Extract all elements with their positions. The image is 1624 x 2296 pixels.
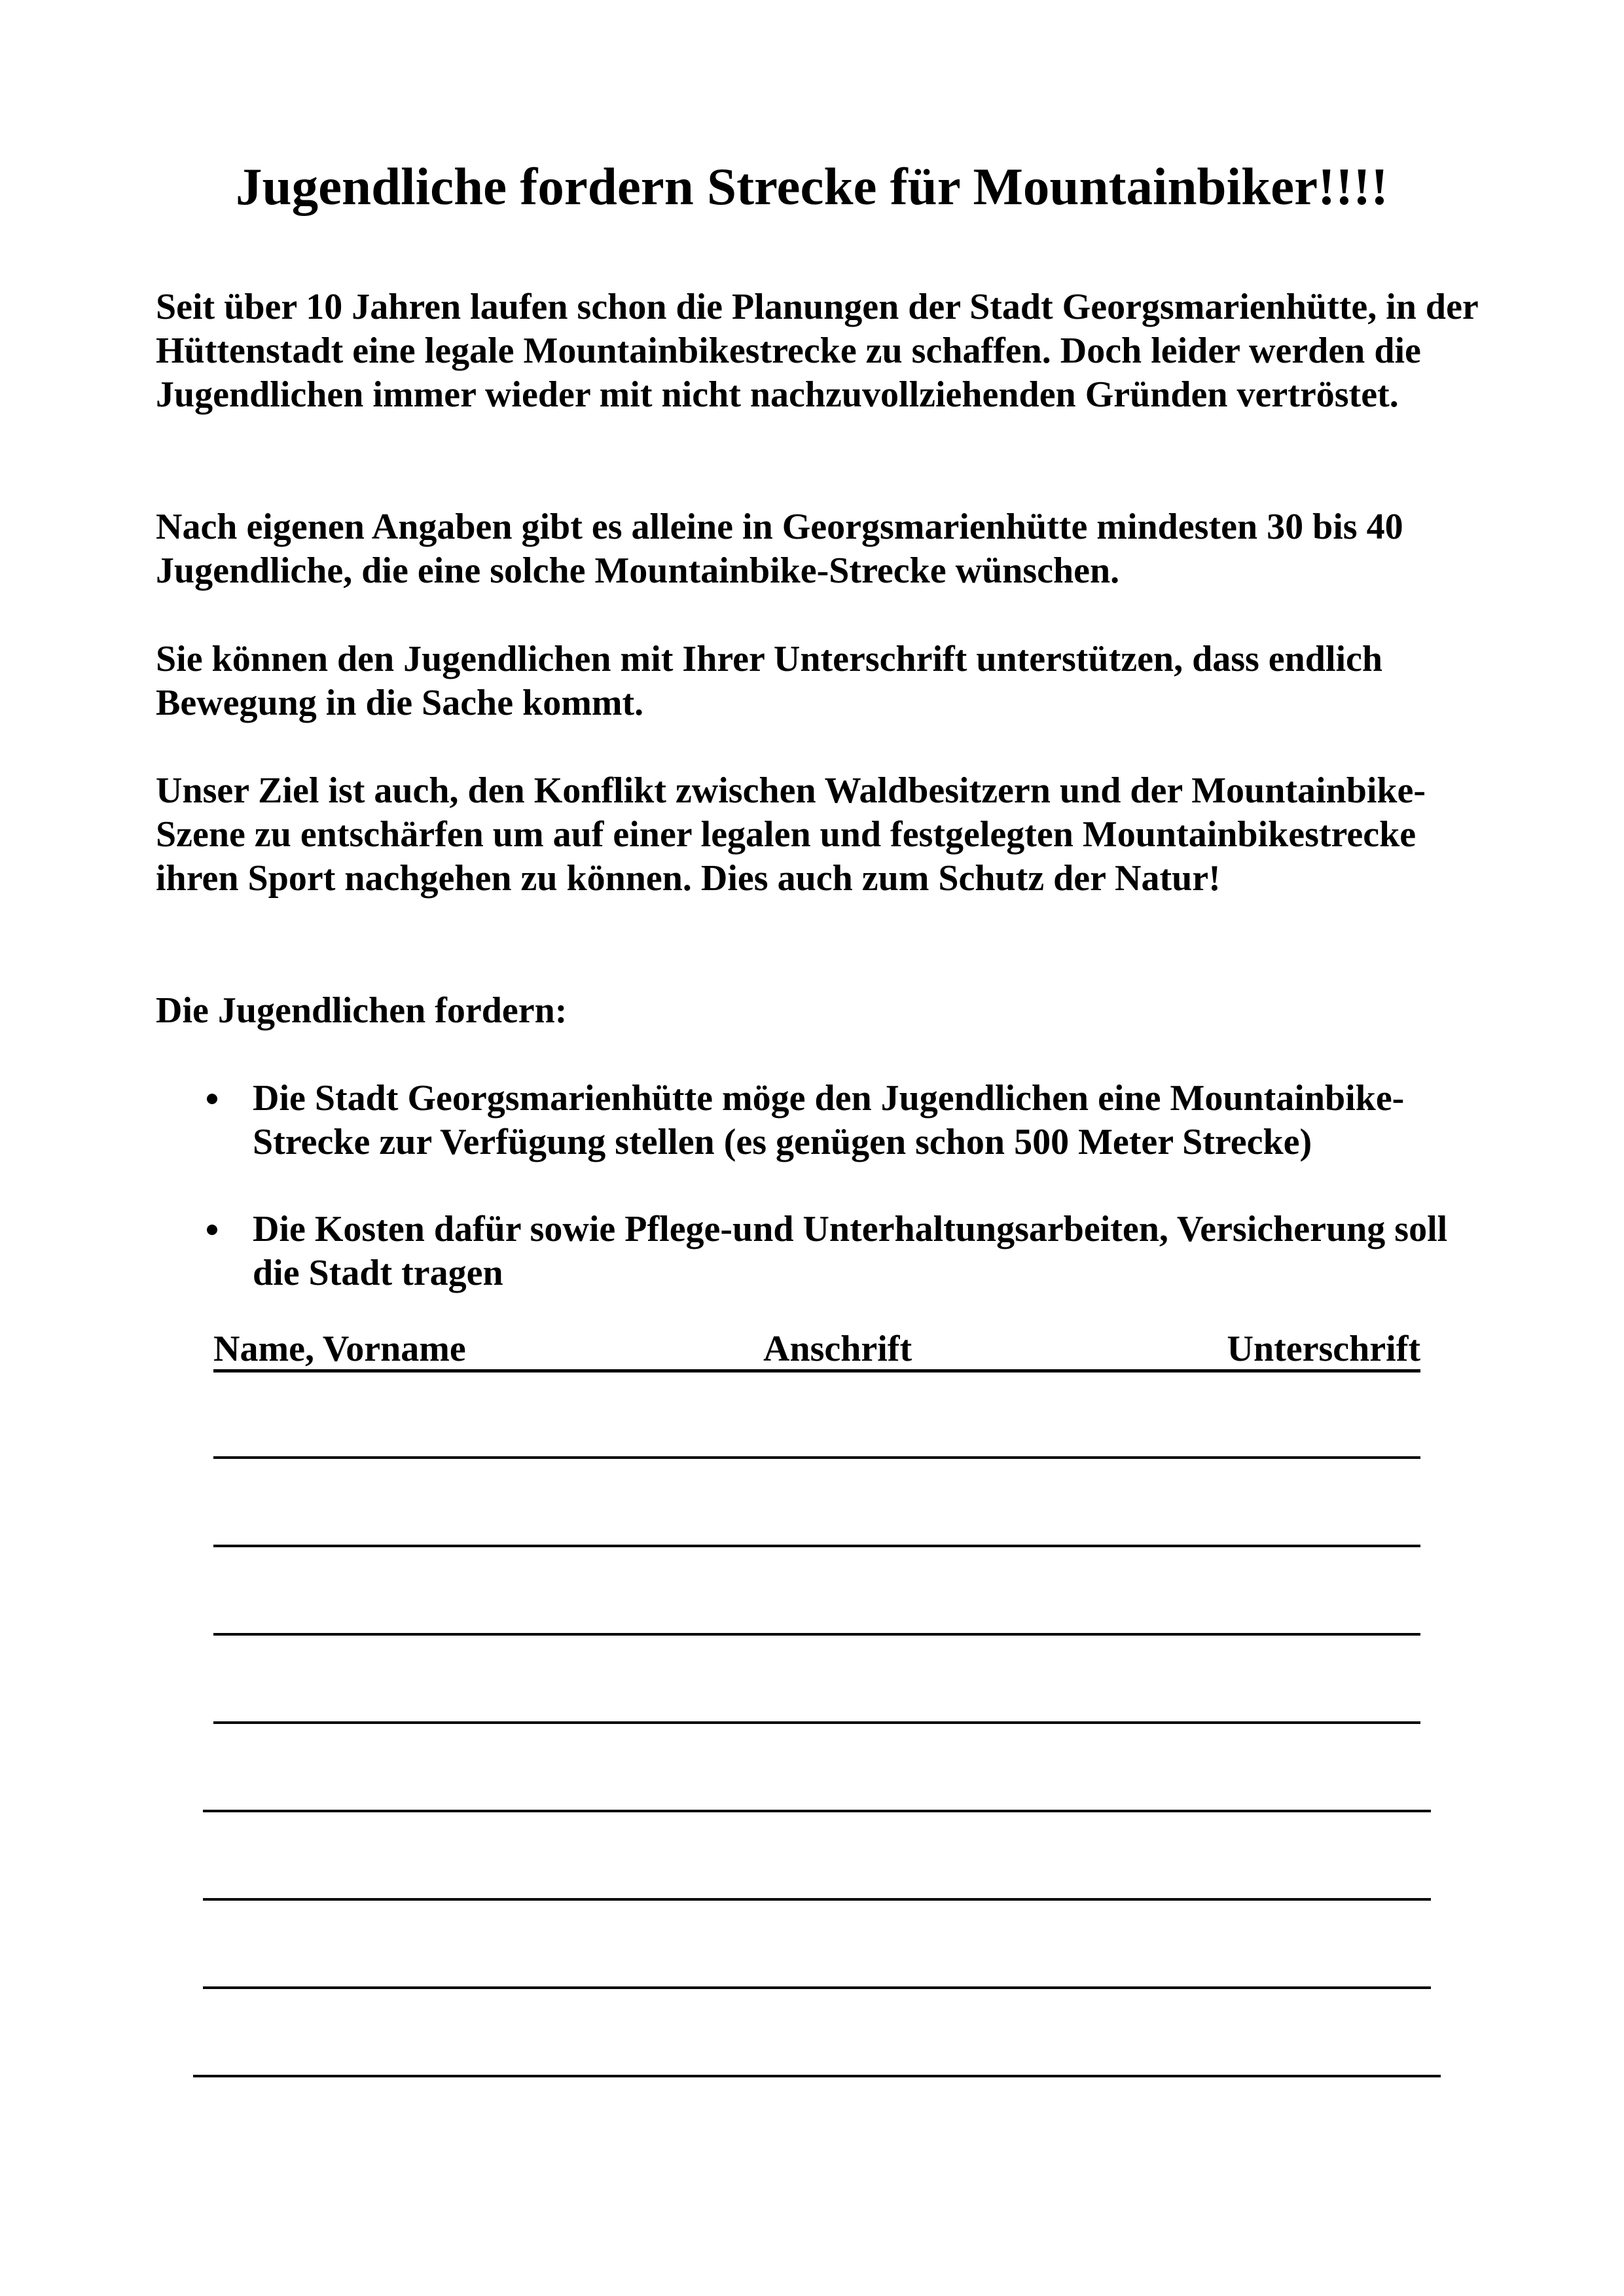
column-header-name: Name, Vorname — [213, 1329, 466, 1369]
signature-line[interactable] — [213, 1545, 1420, 1547]
header-underline — [213, 1369, 1420, 1372]
paragraph-support: Sie können den Jugendlichen mit Ihrer Unterschrift unterstützen, dass endlich Bewegung in die Sache kommt. — [156, 639, 1383, 723]
column-header-signature: Unterschrift — [1227, 1329, 1420, 1369]
paragraph-intro: Seit über 10 Jahren laufen schon die Planungen der Stadt Georgsmarienhütte, in der Hüttenstadt eine legale Mountainbikestrecke zu schaffen. Doch leider werden die Jugendlichen immer wieder mit nicht nachzuvollziehenden Gründen vertröstet. — [156, 287, 1478, 415]
demand-text: Die Kosten dafür sowie Pflege-und Unterhaltungsarbeiten, Versicherung soll die Stadt tragen — [253, 1209, 1448, 1293]
paragraph-numbers: Nach eigenen Angaben gibt es alleine in Georgsmarienhütte mindesten 30 bis 40 Jugendliche, die eine solche Mountainbike-Strecke wünschen. — [156, 507, 1403, 591]
paragraph-goal: Unser Ziel ist auch, den Konflikt zwischen Waldbesitzern und der Mountainbike-Szene zu entschärfen um auf einer legalen und festgelegten Mountainbikestrecke ihren Sport nachgehen zu können. Dies auch zum Schutz der Natur! — [156, 770, 1426, 899]
signature-line[interactable] — [213, 1456, 1420, 1459]
signature-line[interactable] — [193, 2075, 1441, 2077]
page-title: Jugendliche fordern Strecke für Mountainbiker!!!! — [236, 157, 1388, 216]
column-header-address: Anschrift — [763, 1329, 912, 1369]
paragraph-demands-heading: Die Jugendlichen fordern: — [156, 990, 568, 1031]
bullet-icon — [207, 1225, 217, 1235]
signature-line[interactable] — [213, 1633, 1420, 1636]
signature-line[interactable] — [203, 1986, 1431, 1989]
bullet-icon — [207, 1094, 217, 1104]
demand-text: Die Stadt Georgsmarienhütte möge den Jugendlichen eine Mountainbike-Strecke zur Verfügung stellen (es genügen schon 500 Meter Strecke) — [253, 1078, 1405, 1162]
signature-line[interactable] — [213, 1721, 1420, 1724]
signature-line[interactable] — [203, 1898, 1431, 1901]
signature-table-header — [213, 1327, 1420, 1374]
signature-line[interactable] — [203, 1810, 1431, 1812]
